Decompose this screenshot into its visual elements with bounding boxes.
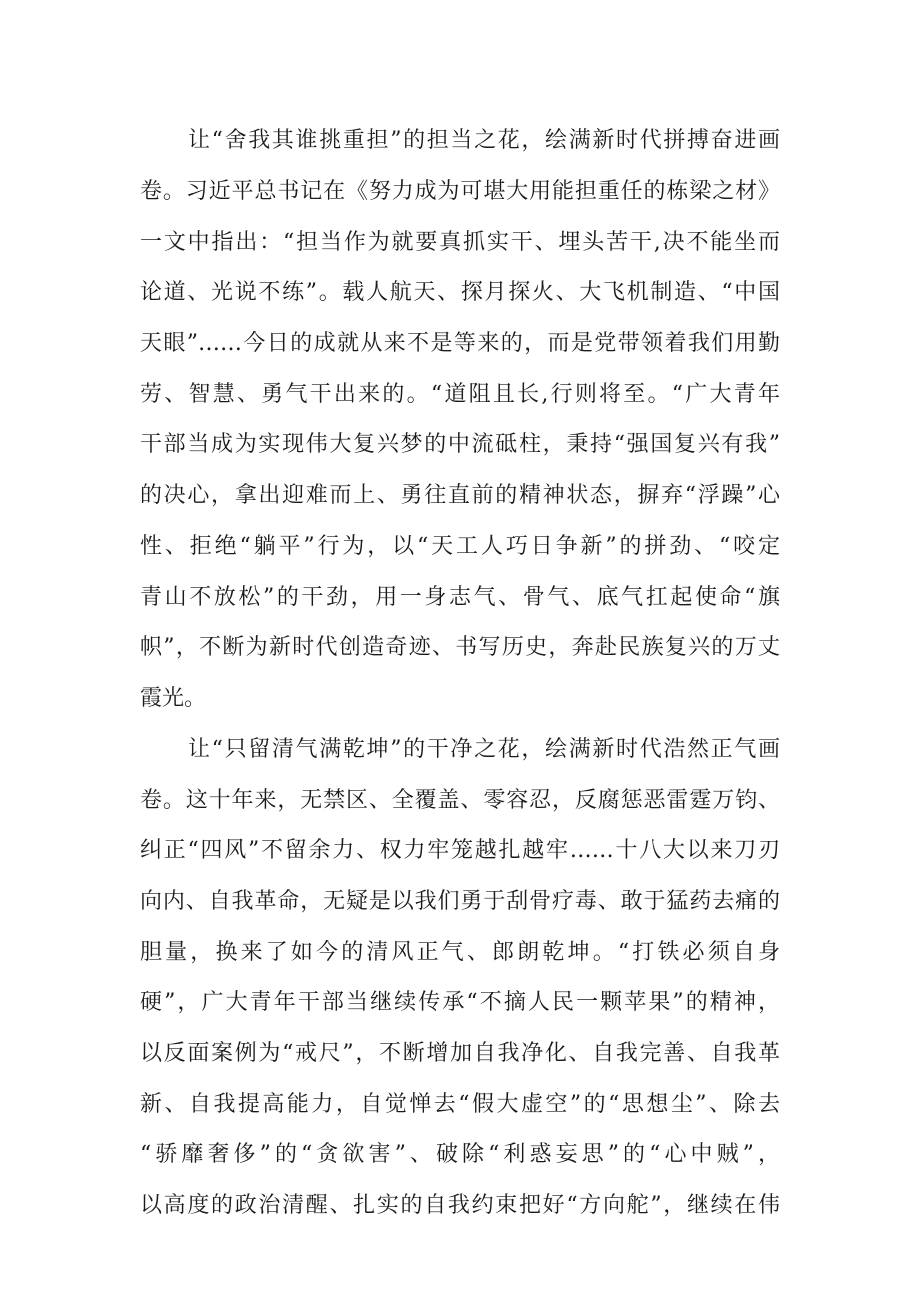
- paragraph-line: 以反面案例为“戒尺”，不断增加自我净化、自我完善、自我革: [140, 1041, 780, 1066]
- paragraph-line: 让“舍我其谁挑重担”的担当之花，绘满新时代拼搏奋进画: [188, 128, 780, 153]
- paragraph-line: 帜”，不断为新时代创造奇迹、书写历史，奔赴民族复兴的万丈: [140, 635, 780, 660]
- paragraph-line: 性、拒绝“躺平”行为，以“天工人巧日争新”的拼劲、“咬定: [140, 534, 780, 559]
- paragraph-line: 的决心，拿出迎难而上、勇往直前的精神状态，摒弃“浮躁”心: [140, 483, 780, 508]
- paragraph-line: 天眼”……今日的成就从来不是等来的，而是党带领着我们用勤: [140, 331, 780, 356]
- paragraph-line: 卷。习近平总书记在《努力成为可堪大用能担重任的栋梁之材》: [140, 179, 780, 204]
- paragraph-line: 论道、光说不练”。载人航天、探月探火、大飞机制造、“中国: [140, 280, 780, 305]
- paragraph-line: 劳、智慧、勇气干出来的。“道阻且长,行则将至。“广大青年: [140, 382, 780, 407]
- paragraph-line: 青山不放松”的干劲，用一身志气、骨气、底气扛起使命“旗: [140, 585, 780, 610]
- paragraph-line: 向内、自我革命，无疑是以我们勇于刮骨疗毒、敢于猛药去痛的: [140, 889, 780, 914]
- paragraph-line: 一文中指出：“担当作为就要真抓实干、埋头苦干,决不能坐而: [140, 230, 780, 255]
- paragraph-line: 卷。这十年来，无禁区、全覆盖、零容忍，反腐惩恶雷霆万钧、: [140, 788, 780, 813]
- paragraph-line: 以高度的政治清醒、扎实的自我约束把好“方向舵”，继续在伟: [140, 1193, 780, 1218]
- paragraph-line: 胆量，换来了如今的清风正气、郎朗乾坤。“打铁必须自身: [140, 940, 780, 965]
- paragraph-line: “骄靡奢侈”的“贪欲害”、破除“利惑妄思”的“心中贼”，: [140, 1142, 780, 1167]
- paragraph-line: 硬”，广大青年干部当继续传承“不摘人民一颗苹果”的精神，: [140, 990, 780, 1015]
- paragraph-line: 纠正“四风”不留余力、权力牢笼越扎越牢……十八大以来刀刃: [140, 838, 780, 863]
- paragraph-line: 新、自我提高能力，自觉惮去“假大虚空”的“思想尘”、除去: [140, 1092, 780, 1117]
- paragraph-line: 霞光。: [140, 686, 207, 711]
- paragraph-line: 让“只留清气满乾坤”的干净之花，绘满新时代浩然正气画: [188, 737, 780, 762]
- paragraph-line: 干部当成为实现伟大复兴梦的中流砥柱，秉持“强国复兴有我”: [140, 432, 780, 457]
